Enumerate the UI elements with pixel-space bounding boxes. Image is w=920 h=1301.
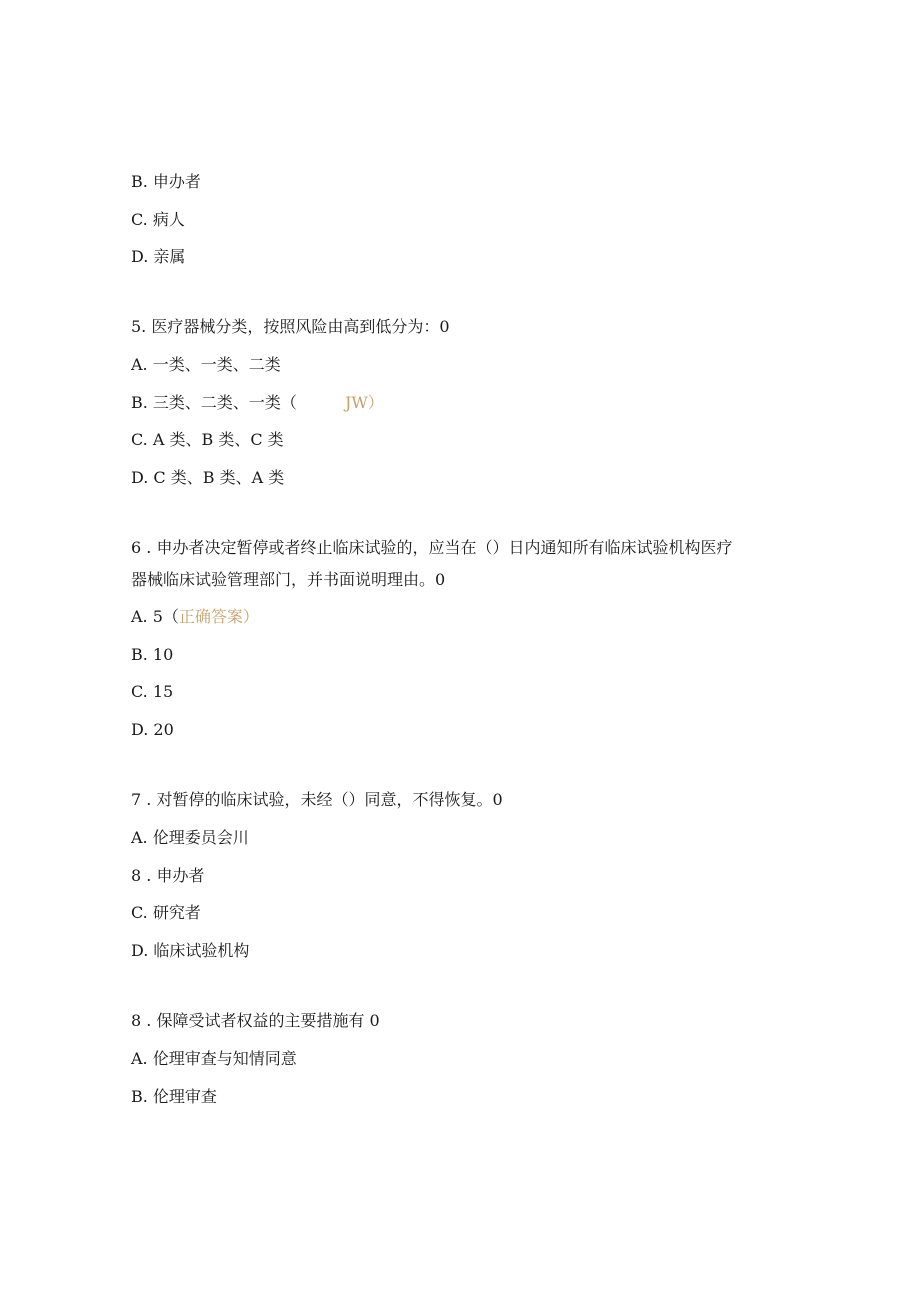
q7-option-a: A. 伦理委员会川 (131, 828, 249, 847)
q6-option-a (131, 606, 259, 628)
q7-stem: 7 . 对暂停的临床试验，未经（）同意，不得恢复。0 (131, 790, 503, 809)
q6-answer-mark: 正确答案） (178, 607, 259, 626)
q8-stem: 8 . 保障受试者权益的主要措施有 0 (131, 1011, 380, 1030)
q6-stem-line-2: 器械临床试验管理部门，并书面说明理由。0 (131, 570, 446, 589)
q8-option-b: B. 伦理审查 (131, 1087, 217, 1106)
q5-option-b-text: B. 三类、二类、一类（ (131, 393, 297, 412)
q4-option-b: B. 申办者 (131, 172, 201, 191)
q7-option-d: D. 临床试验机构 (131, 941, 250, 960)
q5-option-a: A. 一类、一类、二类 (131, 355, 281, 374)
q5-answer-mark: JW） (344, 393, 384, 412)
q4-option-c: C. 病人 (131, 210, 185, 229)
q7-option-c: C. 研究者 (131, 903, 201, 922)
q6-option-a-text: A. 5（ (131, 607, 179, 626)
q6-option-b: B. 10 (131, 645, 174, 664)
q5-option-c: C. A 类、B 类、C 类 (131, 430, 284, 449)
q5-option-d: D. C 类、B 类、A 类 (131, 468, 285, 487)
q7-option-b: 8 . 申办者 (131, 866, 205, 885)
q6-option-c: C. 15 (131, 682, 174, 701)
q5-stem: 5. 医疗器械分类，按照风险由高到低分为：0 (131, 317, 450, 336)
q8-option-a: A. 伦理审查与知情同意 (131, 1049, 297, 1068)
q4-option-d: D. 亲属 (131, 247, 186, 266)
q6-stem-line-1: 6 . 申办者决定暂停或者终止临床试验的，应当在（）日内通知所有临床试验机构医疗 (131, 538, 733, 557)
q5-option-b (131, 392, 384, 414)
q6-option-d: D. 20 (131, 720, 174, 739)
